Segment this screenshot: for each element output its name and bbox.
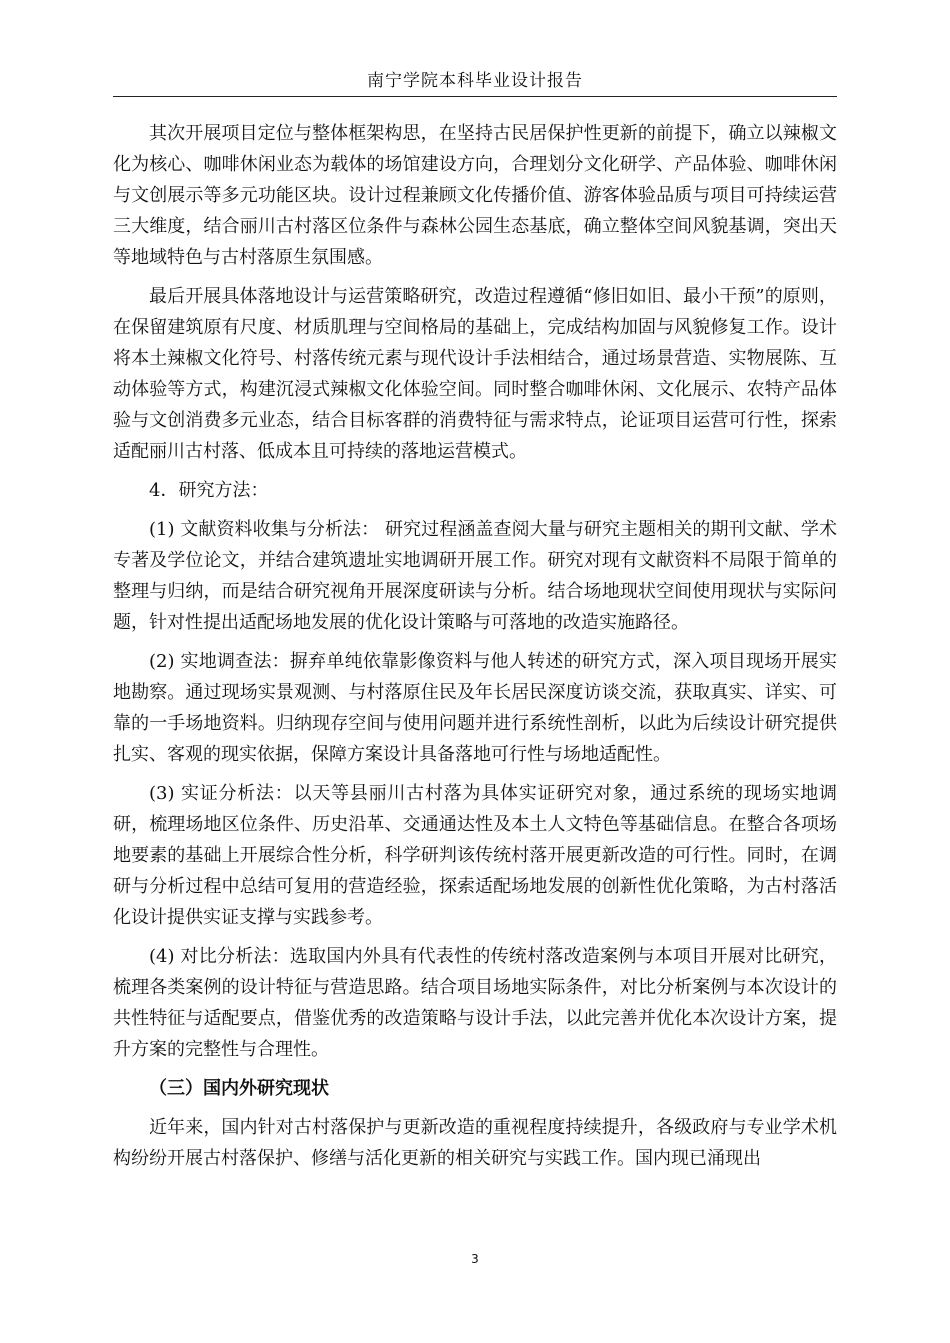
paragraph-domestic-research: 近年来，国内针对古村落保护与更新改造的重视程度持续提升，各级政府与专业学术机构纷纷开展古村落保护、修缮与活化更新的相关研究与实践工作。国内现已涌现出 xyxy=(113,1117,837,1169)
page-header-title: 南宁学院本科毕业设计报告 xyxy=(367,71,583,91)
method-comparative: (4) 对比分析法：选取国内外具有代表性的传统村落改造案例与本项目开展对比研究，梳理各类案例的设计特征与营造思路。结合项目场地实际条件，对比分析案例与本次设计的共性特征与适配要点，借鉴优秀的改造策略与设计手法，以此完善并优化本次设计方案，提升方案的完整性与合理性。 xyxy=(113,946,837,1060)
header-divider xyxy=(113,96,837,97)
method-literature: (1) 文献资料收集与分析法： 研究过程涵盖查阅大量与研究主题相关的期刊文献、学术专著及学位论文，并结合建筑遗址实地调研开展工作。研究对现有文献资料不局限于简单的整理与归纳，而是结合研究视角开展深度研读与分析。结合场地现状空间使用现状与实际问题，针对性提出适配场地发展的优化设计策略与可落地的改造实施路径。 xyxy=(113,519,837,633)
page-number: 3 xyxy=(471,1252,479,1266)
paragraph-project-positioning: 其次开展项目定位与整体框架构思，在坚持古民居保护性更新的前提下，确立以辣椒文化为核心、咖啡休闲业态为载体的场馆建设方向，合理划分文化研学、产品体验、咖啡休闲与文创展示等多元功能区块。设计过程兼顾文化传播价值、游客体验品质与项目可持续运营三大维度，结合丽川古村落区位条件与森林公园生态基底，确立整体空间风貌基调，突出天等地域特色与古村落原生氛围感。 xyxy=(113,123,837,268)
section-heading-research-status: （三）国内外研究现状 xyxy=(149,1078,329,1099)
method-field-survey: (2) 实地调查法：摒弃单纯依靠影像资料与他人转述的研究方式，深入项目现场开展实地勘察。通过现场实景观测、与村落原住民及年长居民深度访谈交流，获取真实、详实、可靠的一手场地资料。归纳现存空间与使用问题并进行系统性剖析，以此为后续设计研究提供扎实、客观的现实依据，保障方案设计具备落地可行性与场地适配性。 xyxy=(113,651,837,765)
body-text xyxy=(113,118,837,1182)
paragraph-design-strategy: 最后开展具体落地设计与运营策略研究，改造过程遵循“修旧如旧、最小干预”的原则，在保留建筑原有尺度、材质肌理与空间格局的基础上，完成结构加固与风貌修复工作。设计将本土辣椒文化符号、村落传统元素与现代设计手法相结合，通过场景营造、实物展陈、互动体验等方式，构建沉浸式辣椒文化体验空间。同时整合咖啡休闲、文化展示、农特产品体验与文创消费多元业态，结合目标客群的消费特征与需求特点，论证项目运营可行性，探索适配丽川古村落、低成本且可持续的落地运营模式。 xyxy=(113,286,837,462)
method-empirical: (3) 实证分析法：以天等县丽川古村落为具体实证研究对象，通过系统的现场实地调研，梳理场地区位条件、历史沿革、交通通达性及本土人文特色等基础信息。在整合各项场地要素的基础上开展综合性分析，科学研判该传统村落开展更新改造的可行性。同时，在调研与分析过程中总结可复用的营造经验，探索适配场地发展的创新性优化策略，为古村落活化设计提供实证支撑与实践参考。 xyxy=(113,783,837,928)
research-methods-heading: 4．研究方法： xyxy=(149,480,269,501)
